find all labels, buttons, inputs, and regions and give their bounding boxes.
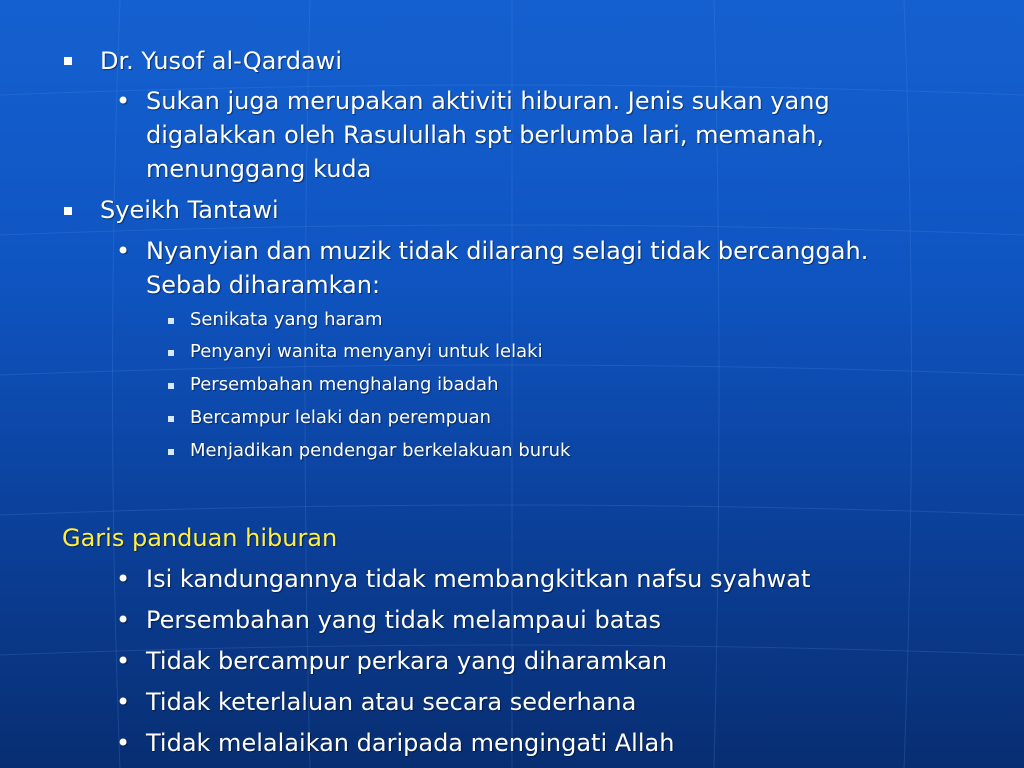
square-bullet-icon <box>64 57 72 65</box>
round-bullet-icon: • <box>116 606 131 634</box>
guideline-item: Isi kandungannya tidak membangkitkan nafsu syahwat <box>146 565 811 593</box>
square-bullet-icon <box>168 416 174 422</box>
square-bullet-icon <box>168 383 174 389</box>
round-bullet-icon: • <box>116 565 131 593</box>
sub-item-nyanyian-line-2: Sebab diharamkan: <box>146 271 381 299</box>
round-bullet-icon: • <box>116 729 131 757</box>
bullet-item-tantawi: Syeikh Tantawi <box>100 196 279 224</box>
round-bullet-icon: • <box>116 647 131 675</box>
square-bullet-icon <box>168 350 174 356</box>
sub-sub-item: Persembahan menghalang ibadah <box>190 374 499 395</box>
sub-item-sukan-line-1: Sukan juga merupakan aktiviti hiburan. Jenis sukan yang <box>146 87 830 115</box>
guideline-item: Tidak keterlaluan atau secara sederhana <box>146 688 637 716</box>
guideline-item: Persembahan yang tidak melampaui batas <box>146 606 662 634</box>
square-bullet-icon <box>168 449 174 455</box>
guideline-item: Tidak bercampur perkara yang diharamkan <box>146 647 668 675</box>
sub-sub-item: Bercampur lelaki dan perempuan <box>190 407 492 428</box>
guideline-item: Tidak melalaikan daripada mengingati Allah <box>146 729 675 757</box>
square-bullet-icon <box>168 318 174 324</box>
round-bullet-icon: • <box>116 87 131 115</box>
round-bullet-icon: • <box>116 237 131 265</box>
sub-item-nyanyian-line-1: Nyanyian dan muzik tidak dilarang selagi tidak bercanggah. <box>146 237 869 265</box>
square-bullet-icon <box>64 207 72 215</box>
round-bullet-icon: • <box>116 688 131 716</box>
sub-sub-item: Menjadikan pendengar berkelakuan buruk <box>190 440 571 461</box>
bullet-item-yusof: Dr. Yusof al-Qardawi <box>100 47 342 75</box>
guidelines-heading: Garis panduan hiburan <box>62 524 338 552</box>
sub-sub-item: Penyanyi wanita menyanyi untuk lelaki <box>190 341 543 362</box>
sub-sub-item: Senikata yang haram <box>190 309 383 330</box>
sub-item-sukan-line-3: menunggang kuda <box>146 155 372 183</box>
sub-item-sukan-line-2: digalakkan oleh Rasulullah spt berlumba lari, memanah, <box>146 121 825 149</box>
